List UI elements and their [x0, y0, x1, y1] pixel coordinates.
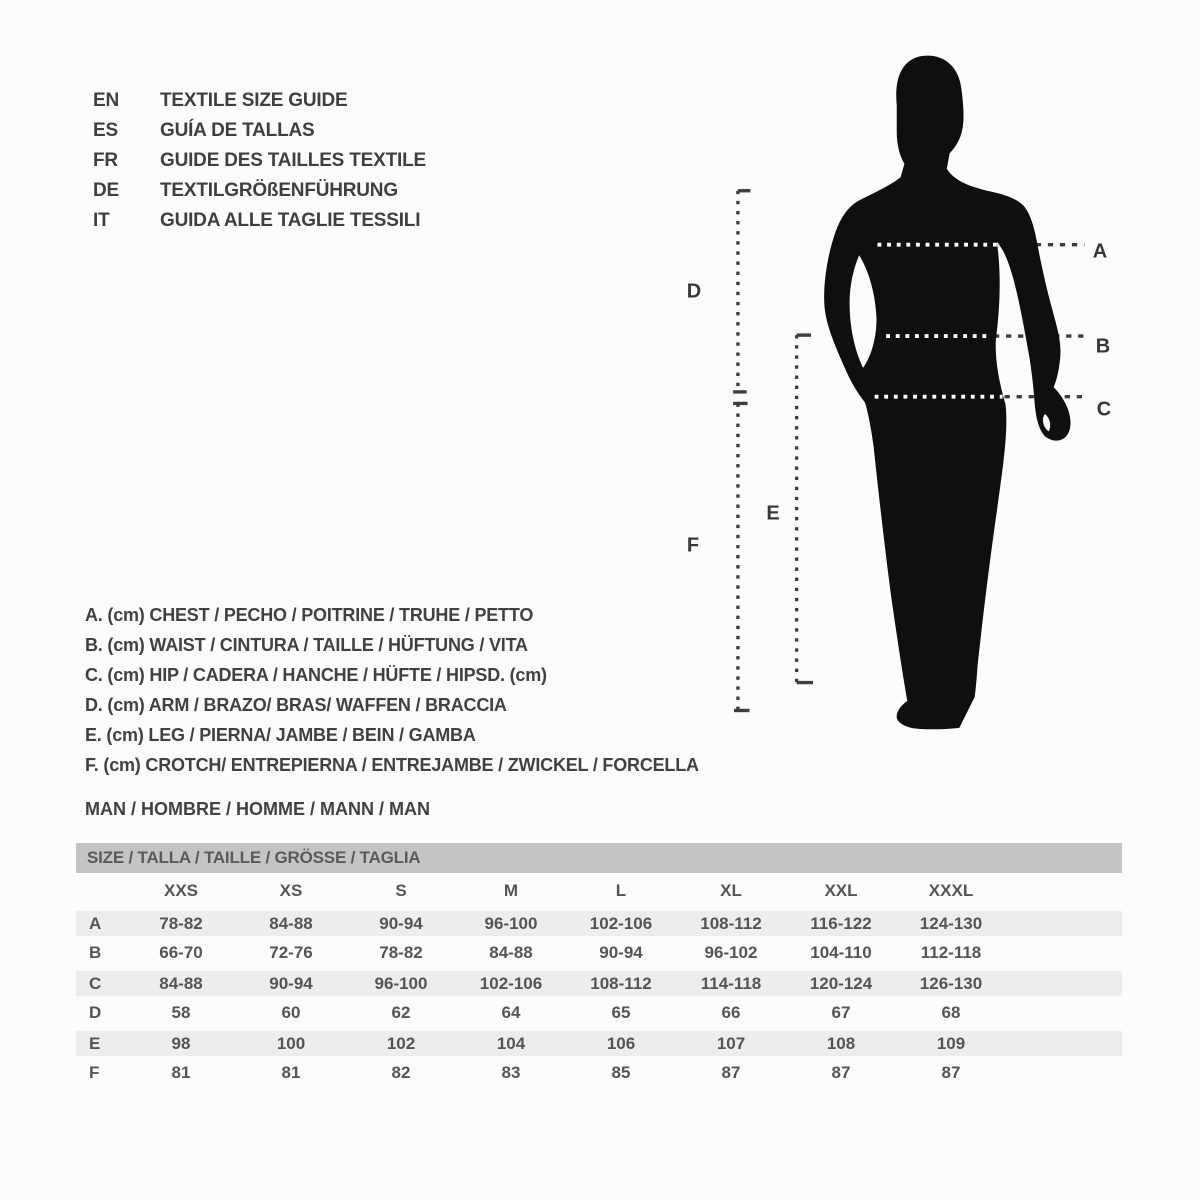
- table-cell: 126-130: [919, 973, 983, 993]
- arm-label: D: [686, 280, 702, 303]
- arm-measure-line: [733, 191, 750, 392]
- column-header-xl: XL: [720, 880, 742, 900]
- legend-arm: D. (cm) ARM / BRAZO/ BRAS/ WAFFEN / BRACCIA: [85, 695, 507, 715]
- table-cell: 84-88: [159, 973, 203, 993]
- size-table: [76, 843, 1122, 1088]
- table-cell: 112-118: [920, 943, 982, 962]
- table-cell: 81: [281, 1063, 301, 1082]
- table-cell: 85: [611, 1063, 631, 1082]
- row-label: A: [89, 913, 102, 933]
- guide-title: GUIDE DES TAILLES TEXTILE: [160, 150, 426, 171]
- column-header-xxl: XXL: [824, 880, 858, 900]
- column-header-xs: XS: [279, 880, 303, 900]
- table-row: [76, 998, 1122, 1028]
- table-cell: 98: [171, 1033, 191, 1053]
- language-row: [93, 206, 426, 236]
- leg-label: E: [766, 502, 780, 525]
- leg-measure-line: [797, 335, 813, 682]
- hip-label: C: [1096, 398, 1112, 421]
- category-man-label: MAN / HOMBRE / HOMME / MANN / MAN: [85, 799, 430, 819]
- table-row: [76, 1028, 1122, 1058]
- crotch-label: F: [686, 534, 700, 557]
- table-row: [76, 908, 1122, 938]
- language-row: [93, 146, 426, 176]
- table-row: [76, 968, 1122, 998]
- table-cell: 64: [501, 1003, 521, 1022]
- table-cell: 67: [831, 1003, 851, 1022]
- legend-chest: A. (cm) CHEST / PECHO / POITRINE / TRUHE / PETTO: [85, 605, 534, 625]
- language-code: EN: [93, 90, 119, 111]
- table-cell: 124-130: [919, 913, 983, 933]
- table-cell: 58: [171, 1003, 191, 1022]
- language-code: DE: [93, 180, 119, 201]
- table-cell: 78-82: [379, 943, 423, 962]
- table-cell: 90-94: [269, 973, 313, 993]
- language-row: [93, 86, 426, 116]
- table-cell: 90-94: [379, 913, 423, 933]
- table-cell: 84-88: [269, 913, 313, 933]
- table-cell: 108: [826, 1033, 856, 1053]
- table-cell: 108-112: [700, 913, 762, 933]
- man-silhouette: [824, 56, 1070, 730]
- table-cell: 68: [941, 1003, 961, 1022]
- column-header-xxs: XXS: [163, 880, 199, 900]
- table-cell: 104: [496, 1033, 526, 1053]
- table-cell: 114-118: [700, 973, 762, 993]
- table-cell: 84-88: [489, 943, 533, 962]
- table-cell: 60: [281, 1003, 301, 1022]
- table-cell: 96-102: [704, 943, 758, 962]
- waist-label: B: [1095, 335, 1111, 358]
- table-cell: 66: [721, 1003, 741, 1022]
- table-cell: 62: [391, 1003, 411, 1022]
- size-table-caption: SIZE / TALLA / TAILLE / GRÖSSE / TAGLIA: [76, 843, 1122, 873]
- table-cell: 72-76: [269, 943, 313, 962]
- table-cell: 87: [831, 1063, 851, 1082]
- table-cell: 96-100: [374, 973, 428, 993]
- table-row: [76, 1058, 1122, 1088]
- table-cell: 83: [501, 1063, 521, 1082]
- row-label: F: [89, 1063, 100, 1082]
- table-cell: 102: [386, 1033, 416, 1053]
- language-title-list: [93, 86, 426, 236]
- legend-waist: B. (cm) WAIST / CINTURA / TAILLE / HÜFTUNG / VITA: [85, 635, 528, 655]
- table-cell: 102-106: [589, 913, 653, 933]
- table-cell: 87: [721, 1063, 741, 1082]
- table-cell: 107: [716, 1033, 746, 1053]
- language-code: FR: [93, 150, 118, 171]
- row-label: C: [89, 973, 102, 993]
- guide-title: GUIDA ALLE TAGLIE TESSILI: [160, 210, 421, 231]
- column-header-m: M: [503, 880, 519, 900]
- column-header-s: S: [395, 880, 407, 900]
- language-row: [93, 176, 426, 206]
- table-row: [76, 938, 1122, 968]
- legend-crotch: F. (cm) CROTCH/ ENTREPIERNA / ENTREJAMBE / ZWICKEL / FORCELLA: [85, 755, 699, 775]
- size-table-header-row: [76, 873, 1122, 908]
- table-cell: 81: [171, 1063, 191, 1082]
- guide-title: TEXTILGRÖßENFÜHRUNG: [160, 180, 398, 201]
- figure-svg: [640, 30, 1140, 800]
- table-cell: 108-112: [590, 973, 652, 993]
- column-header-l: L: [615, 880, 627, 900]
- table-cell: 100: [276, 1033, 306, 1053]
- row-label: D: [89, 1003, 102, 1022]
- crotch-measure-line: [733, 403, 749, 710]
- table-cell: 90-94: [599, 943, 643, 962]
- language-row: [93, 116, 426, 146]
- table-cell: 104-110: [810, 943, 872, 962]
- table-cell: 96-100: [484, 913, 538, 933]
- body-measurement-diagram: [640, 30, 1140, 800]
- column-header-xxxl: XXXL: [928, 880, 974, 900]
- chest-label: A: [1092, 240, 1108, 263]
- guide-title: GUÍA DE TALLAS: [160, 120, 315, 141]
- measurement-legend: [85, 600, 699, 780]
- table-cell: 82: [391, 1063, 411, 1082]
- guide-title: TEXTILE SIZE GUIDE: [160, 90, 348, 111]
- row-label: E: [89, 1033, 101, 1053]
- table-cell: 87: [941, 1063, 961, 1082]
- legend-leg: E. (cm) LEG / PIERNA/ JAMBE / BEIN / GAMBA: [85, 725, 476, 745]
- table-cell: 78-82: [159, 913, 203, 933]
- table-cell: 102-106: [479, 973, 543, 993]
- table-cell: 120-124: [809, 973, 873, 993]
- table-cell: 65: [611, 1003, 631, 1022]
- legend-hip: C. (cm) HIP / CADERA / HANCHE / HÜFTE / HIPSD. (cm): [85, 665, 547, 685]
- table-cell: 66-70: [159, 943, 203, 962]
- table-cell: 106: [606, 1033, 636, 1053]
- language-code: IT: [93, 210, 110, 231]
- table-cell: 109: [936, 1033, 966, 1053]
- table-cell: 116-122: [810, 913, 872, 933]
- language-code: ES: [93, 120, 118, 141]
- row-label: B: [89, 943, 102, 962]
